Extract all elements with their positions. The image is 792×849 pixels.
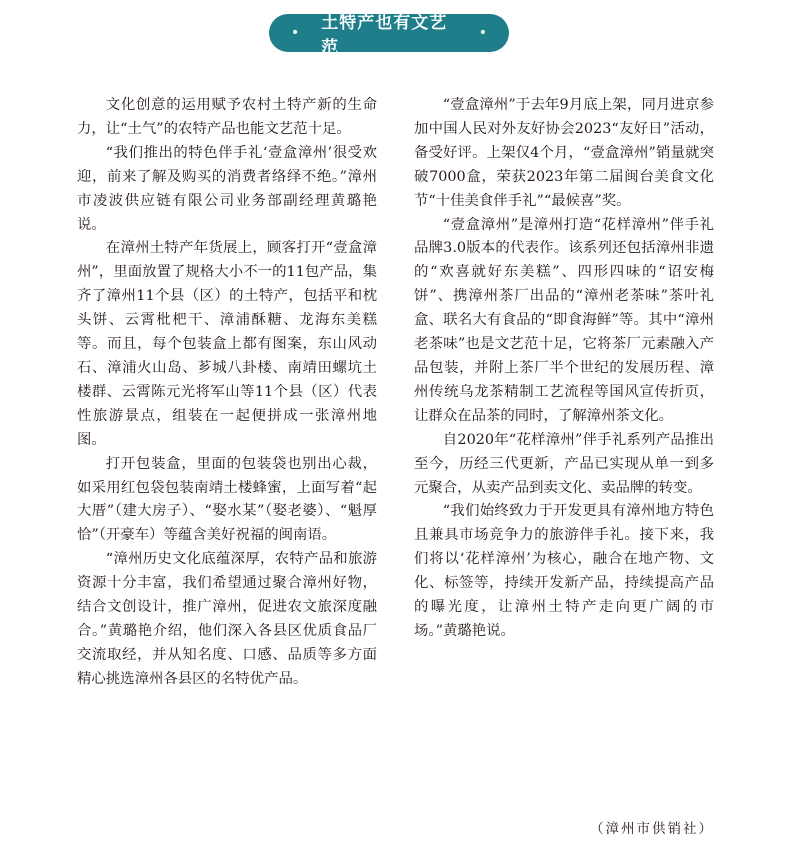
paragraph: 在漳州土特产年货展上，顾客打开“壹盒漳州”，里面放置了规格大小不一的11包产品，集齐了漳州11个县（区）的土特产，包括平和枕头饼、云霄枇杷干、漳浦酥糖、龙海东美糕等。而且，每个包装盒上都有图案，东山风动石、漳浦火山岛、芗城八卦楼、南靖田螺坑土楼群、云霄陈元光将军山等11个县（区）代表性旅游景点，组装在一起便拼成一张漳州地图。: [77, 240, 377, 448]
paragraph: 文化创意的运用赋予农村土特产新的生命力，让“土气”的农特产品也能文艺范十足。: [77, 97, 377, 137]
paragraph: 自2020年“花样漳州”伴手礼系列产品推出至今，历经三代更新，产品已实现从单一到多元聚合，从卖产品到卖文化、卖品牌的转变。: [414, 431, 714, 496]
paragraph: “壹盒漳州”是漳州打造“花样漳州”伴手礼品牌3.0版本的代表作。该系列还包括漳州非遗的“欢喜就好东美糕”、四形四味的“诏安梅饼”、携漳州茶厂出品的“漳州老茶味”茶叶礼盒、联名大有食品的“即食海鲜”等。其中“漳州老茶味”也是文艺范十足，它将茶厂元素融入产品包装，并附上茶厂半个世纪的发展历程、漳州传统乌龙茶精制工艺流程等国风宣传折页，让群众在品茶的同时，了解漳州茶文化。: [414, 216, 714, 424]
source-credit: （漳州市供销社）: [590, 821, 714, 837]
paragraph: 打开包装盒，里面的包装袋也别出心裁，如采用红包袋包装南靖土楼蜂蜜，上面写着“起大厝”（建大房子）、“娶水某”（娶老婆）、“魁厚恰”（开豪车）等蕴含美好祝福的闽南语。: [77, 455, 377, 544]
bullet-left: •: [291, 25, 300, 41]
bullet-right: •: [478, 25, 487, 41]
section-title: 土特产也有文艺范: [321, 13, 448, 58]
paragraph: “我们推出的特色伴手礼‘壹盒漳州’很受欢迎，前来了解及购买的消费者络绎不绝。”漳州市凌波供应链有限公司业务部副经理黄璐艳说。: [77, 144, 377, 233]
right-column: [414, 94, 714, 644]
paragraph: “壹盒漳州”于去年9月底上架，同月进京参加中国人民对外友好协会2023“友好日”活动，备受好评。上架仅4个月，“壹盒漳州”销量就突破7000盒，荣获2023年第二届闽台美食文化节“十佳美食伴手礼”“最候喜”奖。: [414, 97, 714, 209]
paragraph: “我们始终致力于开发更具有漳州地方特色且兼具市场竞争力的旅游伴手礼。接下来，我们将以‘花样漳州’为核心，融合在地产物、文化、标签等，持续开发新产品，持续提高产品的曝光度，让漳州土特产走向更广阔的市场。”黄璐艳说。: [414, 503, 714, 639]
paragraph: “漳州历史文化底蕴深厚，农特产品和旅游资源十分丰富，我们希望通过聚合漳州好物，结合文创设计，推广漳州，促进农文旅深度融合。”黄璐艳介绍，他们深入各县区优质食品厂交流取经，并从知名度、口感、品质等多方面精心挑选漳州各县区的名特优产品。: [77, 551, 377, 687]
section-title-banner: [269, 13, 509, 58]
left-column: [77, 94, 377, 692]
